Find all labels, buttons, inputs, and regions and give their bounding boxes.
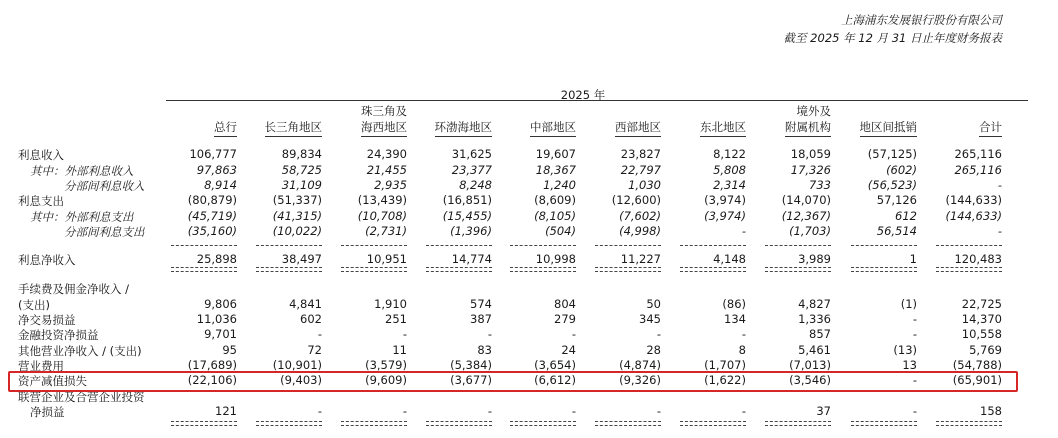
total-rule xyxy=(256,267,322,272)
row-label: 其中：外部利息收入 xyxy=(30,164,134,178)
table-cell: (1,622) xyxy=(704,373,746,387)
column-header-line1 xyxy=(506,103,576,119)
total-rule xyxy=(171,245,237,246)
table-cell: (10,901) xyxy=(272,358,322,372)
table-cell: (3,654) xyxy=(534,358,576,372)
table-cell: 89,834 xyxy=(281,147,322,161)
table-cell: 18,059 xyxy=(790,147,831,161)
column-header-line1 xyxy=(847,103,917,119)
row-label: 资产减值损失 xyxy=(18,374,87,388)
table-cell: (1,707) xyxy=(704,358,746,372)
table-cell: 50 xyxy=(646,297,661,311)
table-cell: 5,769 xyxy=(969,343,1002,357)
table-cell: (1,396) xyxy=(450,224,492,238)
table-cell: 158 xyxy=(980,404,1002,418)
table-cell: 5,808 xyxy=(713,163,746,177)
column-header-line1 xyxy=(422,103,492,119)
table-cell: 31,625 xyxy=(451,147,492,161)
total-rule xyxy=(426,421,492,426)
table-cell: - xyxy=(402,404,407,418)
table-cell: 23,827 xyxy=(620,147,661,161)
row-label: 手续费及佣金净收入 / xyxy=(18,282,130,296)
table-cell: 265,116 xyxy=(954,147,1002,161)
table-cell: (35,160) xyxy=(187,224,237,238)
table-cell: (144,633) xyxy=(945,209,1002,223)
report-period: 截至 2025 年 12 月 31 日止年度财务报表 xyxy=(783,31,1002,45)
table-cell: - xyxy=(912,373,917,387)
table-cell: (41,315) xyxy=(272,209,322,223)
table-cell: (57,125) xyxy=(867,147,917,161)
table-cell: - xyxy=(402,327,407,341)
table-cell: 31,109 xyxy=(281,178,322,192)
table-cell: 38,497 xyxy=(281,252,322,266)
table-cell: 4,148 xyxy=(713,252,746,266)
table-cell: 4,827 xyxy=(798,297,831,311)
table-cell: 14,774 xyxy=(451,252,492,266)
total-rule xyxy=(765,421,831,426)
table-cell: - xyxy=(741,327,746,341)
year-label: 2025 年 xyxy=(560,88,606,102)
table-cell: 11 xyxy=(392,343,407,357)
table-cell: 9,701 xyxy=(204,327,237,341)
total-rule xyxy=(851,421,917,426)
row-label: 联营企业及合营企业投资 xyxy=(18,390,145,404)
table-cell: 279 xyxy=(554,312,576,326)
table-cell: 8,248 xyxy=(459,178,492,192)
table-cell: (4,998) xyxy=(619,224,661,238)
table-cell: (12,367) xyxy=(781,209,831,223)
column-header-line2: 西部地区 xyxy=(615,119,661,137)
total-rule xyxy=(595,245,661,246)
table-cell: 387 xyxy=(470,312,492,326)
table-cell: 8 xyxy=(738,343,746,357)
table-cell: (14,070) xyxy=(781,193,831,207)
table-cell: 251 xyxy=(385,312,407,326)
total-rule xyxy=(936,421,1002,426)
table-cell: (80,879) xyxy=(187,193,237,207)
table-cell: 14,370 xyxy=(961,312,1002,326)
table-cell: (12,600) xyxy=(611,193,661,207)
column-header xyxy=(337,103,407,137)
table-cell: - xyxy=(912,327,917,341)
table-cell: 23,377 xyxy=(451,163,492,177)
column-header-line1 xyxy=(167,103,237,119)
row-label: 分部间利息收入 xyxy=(64,179,145,193)
table-cell: (3,974) xyxy=(704,193,746,207)
row-label: 其他营业净收入 / (支出) xyxy=(18,344,142,358)
table-cell: (2,731) xyxy=(365,224,407,238)
column-header xyxy=(252,103,322,137)
column-header xyxy=(761,103,831,137)
table-cell: (4,874) xyxy=(619,358,661,372)
column-header-line1 xyxy=(676,103,746,119)
table-cell: (13,439) xyxy=(357,193,407,207)
table-cell: 18,367 xyxy=(535,163,576,177)
total-rule xyxy=(765,267,831,272)
table-cell: (9,609) xyxy=(365,373,407,387)
table-cell: (9,403) xyxy=(280,373,322,387)
table-cell: - xyxy=(571,404,576,418)
table-cell: - xyxy=(912,312,917,326)
table-cell: 17,326 xyxy=(790,163,831,177)
column-header-line1: 境外及 xyxy=(796,104,831,118)
table-cell: 58,725 xyxy=(281,163,322,177)
table-cell: 24,390 xyxy=(366,147,407,161)
table-cell: 804 xyxy=(554,297,576,311)
table-cell: (1,703) xyxy=(789,224,831,238)
table-cell: 8,914 xyxy=(204,178,237,192)
table-cell: - xyxy=(571,327,576,341)
table-cell: (17,689) xyxy=(187,358,237,372)
table-cell: (8,105) xyxy=(534,209,576,223)
table-cell: (144,633) xyxy=(945,193,1002,207)
total-rule xyxy=(510,245,576,246)
column-header-line2: 环渤海地区 xyxy=(435,119,493,137)
table-cell: (45,719) xyxy=(187,209,237,223)
table-cell: 574 xyxy=(470,297,492,311)
total-rule xyxy=(426,267,492,272)
table-cell: 72 xyxy=(307,343,322,357)
total-rule xyxy=(765,245,831,246)
table-cell: 2,314 xyxy=(713,178,746,192)
table-cell: 4,841 xyxy=(289,297,322,311)
column-header xyxy=(422,103,492,137)
row-label: 利息收入 xyxy=(18,148,64,162)
row-label: 金融投资净损益 xyxy=(18,328,99,342)
table-cell: 3,989 xyxy=(798,252,831,266)
total-rule xyxy=(851,267,917,272)
column-header-line2: 长三角地区 xyxy=(265,119,323,137)
table-cell: (9,326) xyxy=(619,373,661,387)
table-cell: 8,122 xyxy=(713,147,746,161)
table-cell: 95 xyxy=(222,343,237,357)
column-header-line2: 中部地区 xyxy=(530,119,576,137)
highlight-box-impairment-row xyxy=(8,371,1018,392)
row-label: 分部间利息支出 xyxy=(64,225,145,239)
total-rule xyxy=(341,421,407,426)
total-rule xyxy=(680,267,746,272)
column-header-line2: 总行 xyxy=(214,119,237,137)
company-name: 上海浦东发展银行股份有限公司 xyxy=(841,13,1002,27)
table-cell: (51,337) xyxy=(272,193,322,207)
total-rule xyxy=(256,421,322,426)
table-cell: - xyxy=(741,404,746,418)
table-cell: 1,336 xyxy=(798,312,831,326)
column-header-line1: 珠三角及 xyxy=(361,104,407,118)
table-cell: 22,797 xyxy=(620,163,661,177)
column-header-line2: 海西地区 xyxy=(361,119,407,137)
table-cell: - xyxy=(487,404,492,418)
column-header-line1 xyxy=(932,103,1002,119)
total-rule xyxy=(426,245,492,246)
column-header xyxy=(506,103,576,137)
total-rule xyxy=(595,421,661,426)
table-cell: - xyxy=(656,327,661,341)
table-cell: 2,935 xyxy=(374,178,407,192)
table-cell: (3,546) xyxy=(789,373,831,387)
table-cell: - xyxy=(741,224,746,238)
column-header-line1 xyxy=(252,103,322,119)
table-cell: 19,607 xyxy=(535,147,576,161)
table-cell: (54,788) xyxy=(952,358,1002,372)
column-header-line1 xyxy=(591,103,661,119)
column-header xyxy=(932,103,1002,137)
total-rule xyxy=(341,245,407,246)
total-rule xyxy=(256,245,322,246)
table-cell: (7,602) xyxy=(619,209,661,223)
total-rule xyxy=(171,421,237,426)
table-cell: (1) xyxy=(900,297,917,311)
row-label: 净交易损益 xyxy=(18,313,76,327)
row-label: 净损益 xyxy=(30,405,65,419)
row-label: 利息净收入 xyxy=(18,253,76,267)
table-cell: 28 xyxy=(646,343,661,357)
table-cell: 13 xyxy=(902,358,917,372)
table-cell: 24 xyxy=(561,343,576,357)
row-label: 营业费用 xyxy=(18,359,64,373)
table-cell: (56,523) xyxy=(867,178,917,192)
table-cell: 97,863 xyxy=(196,163,237,177)
table-cell: 11,036 xyxy=(196,312,237,326)
table-cell: (6,612) xyxy=(534,373,576,387)
table-cell: 1 xyxy=(909,252,917,266)
table-cell: (7,013) xyxy=(789,358,831,372)
table-cell: 9,806 xyxy=(204,297,237,311)
table-cell: (602) xyxy=(886,163,917,177)
table-cell: 1,910 xyxy=(374,297,407,311)
table-cell: (3,677) xyxy=(450,373,492,387)
total-rule xyxy=(595,267,661,272)
total-rule xyxy=(936,245,1002,246)
table-cell: - xyxy=(317,404,322,418)
table-cell: 57,126 xyxy=(876,193,917,207)
total-rule xyxy=(341,267,407,272)
table-cell: - xyxy=(317,327,322,341)
table-cell: - xyxy=(656,404,661,418)
table-cell: 10,558 xyxy=(961,327,1002,341)
year-rule xyxy=(166,100,1028,101)
table-cell: 134 xyxy=(724,312,746,326)
table-cell: 733 xyxy=(809,178,831,192)
table-cell: 83 xyxy=(477,343,492,357)
table-cell: - xyxy=(997,178,1002,192)
table-cell: (15,455) xyxy=(442,209,492,223)
column-header xyxy=(676,103,746,137)
table-cell: 857 xyxy=(809,327,831,341)
table-cell: 22,725 xyxy=(961,297,1002,311)
total-rule xyxy=(851,245,917,246)
column-header xyxy=(847,103,917,137)
table-cell: 10,998 xyxy=(535,252,576,266)
table-cell: 11,227 xyxy=(620,252,661,266)
table-cell: (5,384) xyxy=(450,358,492,372)
row-label: 利息支出 xyxy=(18,194,64,208)
total-rule xyxy=(510,421,576,426)
column-header-line2: 东北地区 xyxy=(700,119,746,137)
table-cell: (504) xyxy=(545,224,576,238)
table-cell: 602 xyxy=(300,312,322,326)
row-label: 其中：外部利息支出 xyxy=(30,210,134,224)
total-rule xyxy=(510,267,576,272)
table-cell: (13) xyxy=(893,343,917,357)
total-rule xyxy=(171,267,237,272)
total-rule xyxy=(936,267,1002,272)
total-rule xyxy=(680,421,746,426)
table-cell: (22,106) xyxy=(187,373,237,387)
row-label: (支出) xyxy=(18,298,50,312)
total-rule xyxy=(680,245,746,246)
table-cell: - xyxy=(912,404,917,418)
column-header-line2: 附属机构 xyxy=(785,119,831,137)
table-cell: 25,898 xyxy=(196,252,237,266)
table-cell: (8,609) xyxy=(534,193,576,207)
table-cell: 120,483 xyxy=(954,252,1002,266)
table-cell: 265,116 xyxy=(954,163,1002,177)
table-cell: 37 xyxy=(816,404,831,418)
table-cell: 1,240 xyxy=(543,178,576,192)
column-header-line2: 地区间抵销 xyxy=(860,119,918,137)
table-cell: 1,030 xyxy=(628,178,661,192)
column-header xyxy=(591,103,661,137)
table-cell: (86) xyxy=(722,297,746,311)
table-cell: 21,455 xyxy=(366,163,407,177)
column-header xyxy=(167,103,237,137)
column-header-line2: 合计 xyxy=(979,119,1002,137)
table-cell: 106,777 xyxy=(189,147,237,161)
table-cell: 10,951 xyxy=(366,252,407,266)
table-cell: 345 xyxy=(639,312,661,326)
table-cell: (3,974) xyxy=(704,209,746,223)
table-cell: (65,901) xyxy=(952,373,1002,387)
table-cell: 56,514 xyxy=(876,224,917,238)
table-cell: (10,022) xyxy=(272,224,322,238)
table-cell: 5,461 xyxy=(798,343,831,357)
table-cell: - xyxy=(997,224,1002,238)
table-cell: 121 xyxy=(215,404,237,418)
table-cell: (16,851) xyxy=(442,193,492,207)
table-cell: (10,708) xyxy=(357,209,407,223)
table-cell: 612 xyxy=(895,209,917,223)
table-cell: (3,579) xyxy=(365,358,407,372)
table-cell: - xyxy=(487,327,492,341)
